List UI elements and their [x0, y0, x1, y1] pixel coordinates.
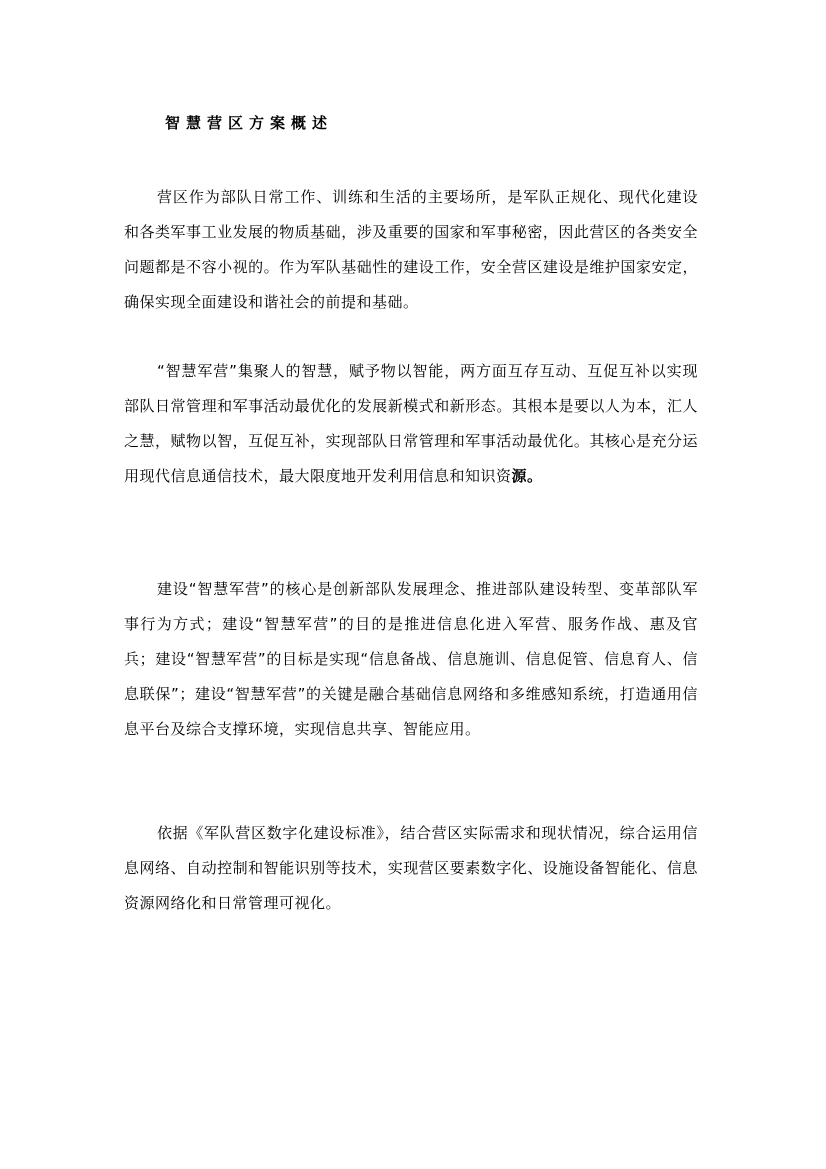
- paragraph-smart-barracks-tail: 源。: [511, 467, 543, 485]
- paragraph-smart-barracks-body: “智慧军营”集聚人的智慧，赋予物以智能，两方面互存互动、互促互补以实现部队日常管理和军事活动最优化的发展新模式和新形态。其根本是要以人为本，汇人之慧，赋物以智，互促互补，实现部队日常管理和军事活动最优化。其核心是充分运用现代信息通信技术，最大限度地开发利用信息和知识资: [124, 362, 698, 485]
- document-title: 智慧营区方案概述: [165, 114, 334, 132]
- paragraph-intro: 营区作为部队日常工作、训练和生活的主要场所，是军队正规化、现代化建设和各类军事工业发展的物质基础，涉及重要的国家和军事秘密，因此营区的各类安全问题都是不容小视的。作为军队基础性的建设工作，安全营区建设是维护国家安定，确保实现全面建设和谐社会的前提和基础。: [124, 188, 698, 311]
- paragraph-smart-barracks-definition: [124, 354, 698, 494]
- paragraph-standard-basis: 依据《军队营区数字化建设标准》，结合营区实际需求和现状情况，综合运用信息网络、自动控制和智能识别等技术，实现营区要素数字化、设施设备智能化、信息资源网络化和日常管理可视化。: [124, 824, 698, 912]
- paragraph-construction-goals: 建设“智慧军营”的核心是创新部队发展理念、推进部队建设转型、变革部队军事行为方式；建设“智慧军营”的目的是推进信息化进入军营、服务作战、惠及官兵；建设“智慧军营”的目标是实现“信息备战、信息施训、信息促管、信息育人、信息联保”；建设“智慧军营”的关键是融合基础信息网络和多维感知系统，打造通用信息平台及综合支撑环境，实现信息共享、智能应用。: [124, 580, 698, 738]
